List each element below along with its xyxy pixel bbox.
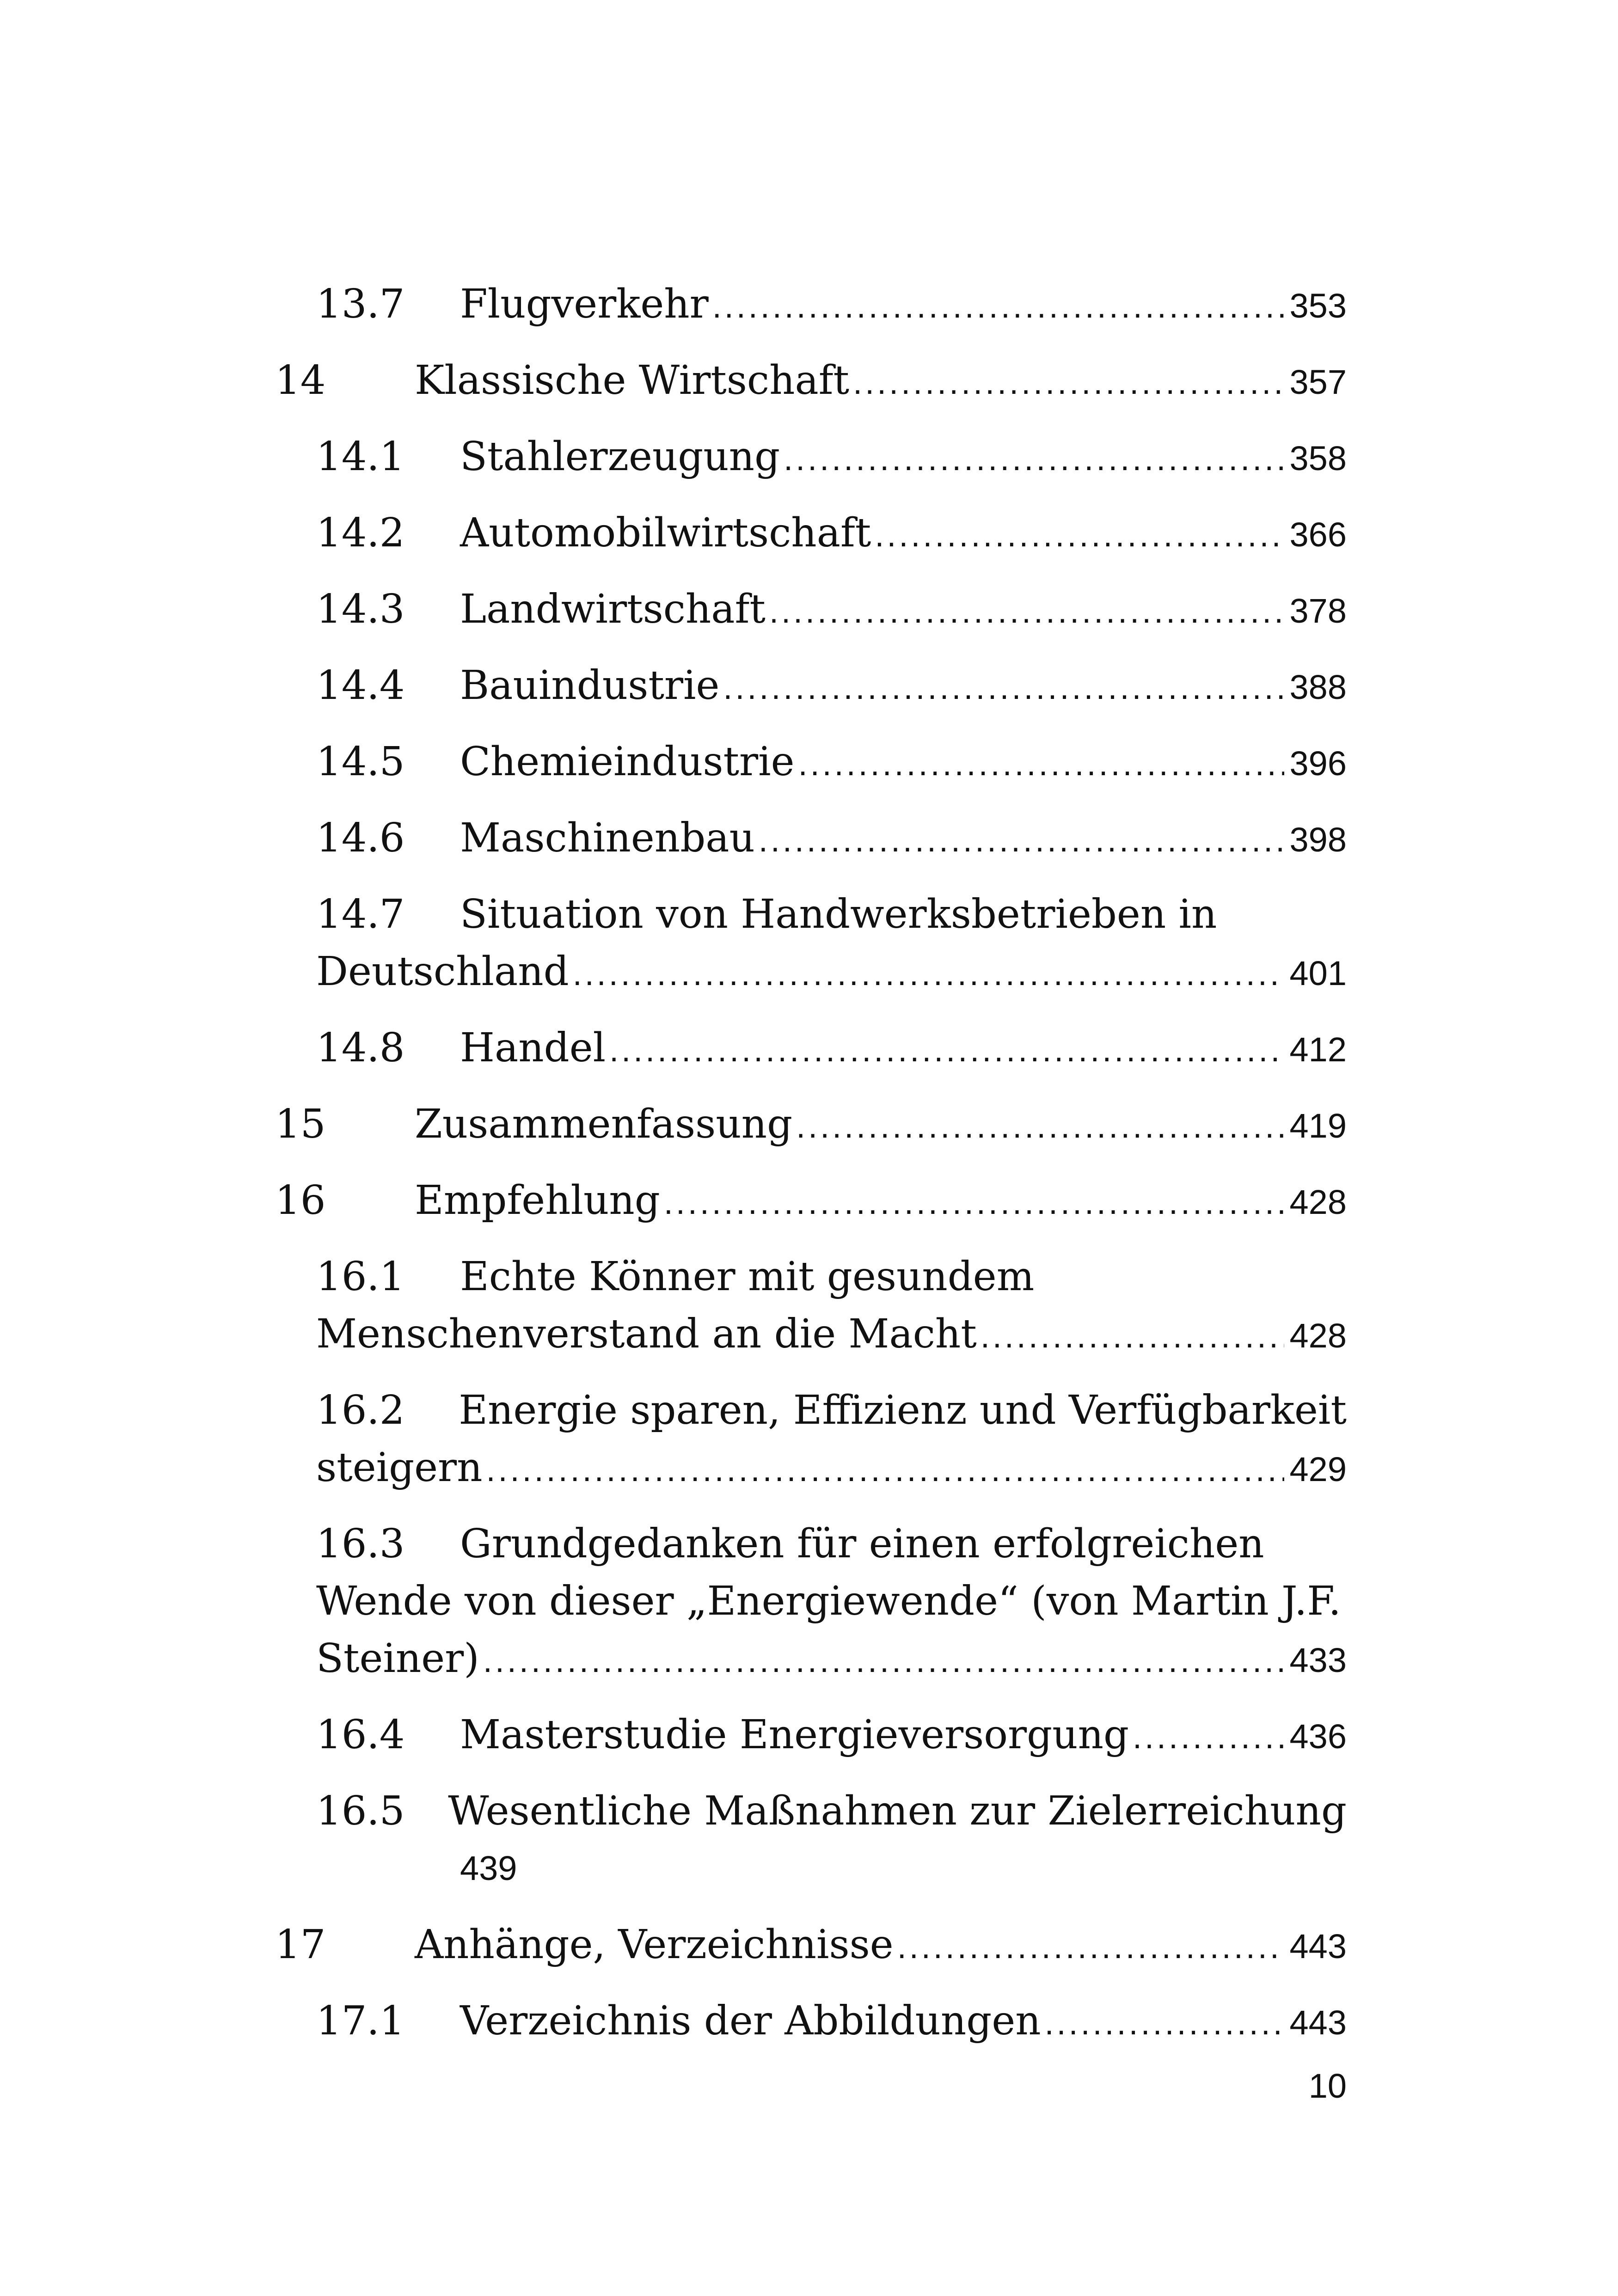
toc-entry[interactable] [275,581,1347,638]
dot-leader [486,1441,1284,1499]
toc-entry-line [275,276,1347,333]
dot-leader [712,278,1284,335]
section-title: Wesentliche Maßnahmen zur Zielerreichung [448,1788,1347,1834]
toc-entry-line [275,1573,1347,1630]
section-title: Zusammenfassung [415,1101,793,1147]
section-number: 14.6 [316,815,405,861]
section-number: 17.1 [316,1998,405,2044]
section-number: 13.7 [316,281,405,327]
section-number: 16.2 [316,1387,405,1433]
toc-entry-line [275,1630,1347,1687]
toc-entry[interactable] [275,657,1347,714]
section-page: 398 [1289,820,1347,859]
toc-entry[interactable] [275,1172,1347,1229]
section-page: 428 [1289,1183,1347,1221]
toc-entry-line [275,1439,1347,1496]
dot-leader [609,1022,1284,1079]
section-title: Automobilwirtschaft [460,510,871,556]
section-title: Verzeichnis der Abbildungen [460,1998,1041,2044]
dot-leader [1045,1995,1284,2052]
section-title: Energie sparen, Effizienz und Verfügbarkeit [459,1387,1347,1433]
section-title: Empfehlung [415,1177,660,1224]
toc-entry[interactable] [275,809,1347,867]
toc-entry[interactable] [275,1515,1347,1687]
section-title: Chemieindustrie [460,739,795,785]
toc-entry-line [275,581,1347,638]
dot-leader [853,354,1284,411]
section-page: 357 [1289,363,1347,401]
section-page: 401 [1289,954,1347,992]
toc-entry[interactable] [275,352,1347,409]
toc-entry-line [275,809,1347,867]
toc-entry[interactable] [275,1992,1347,2050]
section-number: 14.1 [316,434,405,480]
toc-entry-line [275,943,1347,1000]
dot-leader [784,430,1284,488]
toc-entry[interactable] [275,1019,1347,1077]
section-title: Masterstudie Energieversorgung [460,1712,1129,1758]
section-page: 419 [1289,1107,1347,1145]
section-page: 436 [1289,1717,1347,1756]
toc-entry-line [275,1916,1347,1973]
toc-entry[interactable] [275,1248,1347,1363]
dot-leader [664,1174,1284,1231]
section-title: Maschinenbau [460,815,755,861]
toc-entry[interactable] [275,428,1347,485]
section-number: 16 [275,1177,326,1224]
section-number: 15 [275,1101,326,1147]
toc-entry-line [275,1382,1347,1439]
section-number: 14.4 [316,662,405,709]
section-page: 388 [1289,668,1347,706]
dot-leader [796,1098,1284,1155]
toc-entry[interactable] [275,504,1347,562]
section-title: Landwirtschaft [460,586,766,632]
section-number: 16.5 [316,1788,405,1834]
section-number: 14.2 [316,510,405,556]
toc-entry[interactable] [275,733,1347,790]
section-title: Klassische Wirtschaft [415,357,850,404]
toc-entry-line [275,733,1347,790]
dot-leader [759,812,1284,869]
section-title: Echte Könner mit gesundem [460,1254,1035,1300]
toc-entry[interactable] [275,1916,1347,1973]
section-page: 429 [1289,1450,1347,1488]
toc-entry-line [275,1248,1347,1305]
section-page: 443 [1289,2003,1347,2042]
dot-leader [769,583,1284,640]
toc-entry-line [275,1515,1347,1573]
toc-entry-line [275,1172,1347,1229]
toc-entry-line [275,428,1347,485]
section-title: Flugverkehr [460,281,709,327]
toc-entry-line [275,352,1347,409]
toc-entry[interactable] [275,886,1347,1000]
toc-entry-line [275,1305,1347,1363]
section-number: 14.3 [316,586,405,632]
toc-entry-line [275,1019,1347,1077]
dot-leader [573,945,1284,1003]
section-number: 14.7 [316,891,405,937]
section-title: Anhänge, Verzeichnisse [415,1922,894,1968]
toc-entry[interactable] [275,1096,1347,1153]
section-page: 412 [1289,1030,1347,1069]
section-page: 443 [1289,1927,1347,1965]
section-page: 428 [1289,1316,1347,1355]
section-number: 16.3 [316,1521,405,1567]
section-title: Situation von Handwerksbetrieben in [460,891,1217,937]
toc-entry[interactable] [275,276,1347,333]
toc-entry-line [275,1992,1347,2050]
section-page: 433 [1289,1641,1347,1679]
dot-leader [723,659,1284,716]
section-title: Bauindustrie [460,662,720,709]
section-number: 14.5 [316,739,405,785]
toc-entry[interactable] [275,1382,1347,1496]
section-number: 16.4 [316,1712,405,1758]
toc-entry-line [275,886,1347,943]
toc-entry[interactable] [275,1782,1347,1897]
section-title: Menschenverstand an die Macht [316,1311,977,1357]
section-number: 14 [275,357,326,404]
dot-leader [483,1632,1284,1690]
dot-leader [981,1308,1284,1365]
toc-entry[interactable] [275,1706,1347,1763]
section-page: 358 [1289,439,1347,478]
section-title: Stahlerzeugung [460,434,780,480]
toc-entry-line [275,1096,1347,1153]
page-number: 10 [1308,2067,1347,2105]
dot-leader [1133,1708,1284,1766]
section-page: 439 [460,1849,517,1887]
dot-leader [875,507,1284,564]
section-number: 17 [275,1922,326,1968]
table-of-contents [275,276,1347,2069]
section-number: 14.8 [316,1025,405,1071]
section-page: 366 [1289,515,1347,554]
section-title: Deutschland [316,949,569,995]
toc-entry-line [275,657,1347,714]
section-number: 16.1 [316,1254,405,1300]
toc-entry-line [275,1782,1347,1840]
toc-entry-line [275,1706,1347,1763]
section-page: 378 [1289,592,1347,630]
section-title: Wende von dieser „Energiewende“ (von Martin J.F. [316,1578,1341,1624]
section-page: 353 [1289,287,1347,325]
section-title: Steiner) [316,1635,479,1682]
section-page: 396 [1289,744,1347,783]
section-title: Handel [460,1025,606,1071]
dot-leader [798,735,1284,793]
section-title: steigern [316,1445,483,1491]
section-title: Grundgedanken für einen erfolgreichen [460,1521,1264,1567]
toc-entry-line [275,504,1347,562]
dot-leader [897,1918,1284,1976]
toc-entry-line [275,1840,1347,1897]
